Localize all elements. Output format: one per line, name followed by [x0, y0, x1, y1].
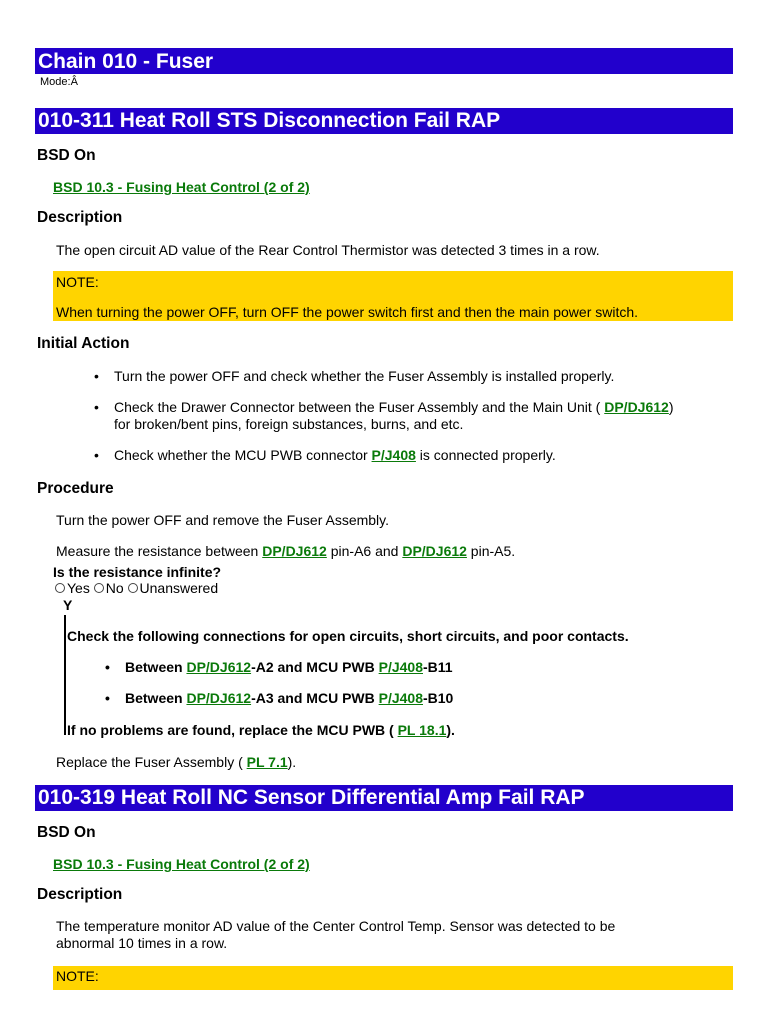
description-text: The temperature monitor AD value of the Center Control Temp. Sensor was detected to be abnormal 10 times in a row.: [56, 918, 616, 951]
check-text: Check the following connections for open circuits, short circuits, and poor contacts.: [67, 628, 629, 644]
procedure-step: Measure the resistance between DP/DJ612 pin-A6 and DP/DJ612 pin-A5.: [56, 543, 516, 559]
unanswered-radio[interactable]: [128, 583, 138, 593]
chain-title: Chain 010 - Fuser: [35, 48, 733, 74]
bullet-dot: •: [94, 368, 99, 384]
dp-dj612-link[interactable]: DP/DJ612: [186, 659, 252, 675]
yes-branch-label: Y: [63, 597, 73, 613]
p-j408-link[interactable]: P/J408: [378, 690, 423, 706]
dp-dj612-link[interactable]: DP/DJ612: [186, 690, 252, 706]
section-title-010-311: 010-311 Heat Roll STS Disconnection Fail RAP: [35, 108, 733, 134]
dp-dj612-link[interactable]: DP/DJ612: [402, 543, 467, 559]
answer-options: [55, 580, 218, 597]
bullet-dot: •: [94, 447, 99, 463]
procedure-heading: Procedure: [37, 480, 114, 497]
yes-label: Yes: [67, 580, 90, 596]
dp-dj612-link[interactable]: DP/DJ612: [262, 543, 327, 559]
note-label: NOTE:: [56, 968, 99, 984]
note-box: [53, 966, 733, 990]
replace-step: Replace the Fuser Assembly ( PL 7.1).: [56, 754, 297, 770]
question-text: Is the resistance infinite?: [53, 564, 222, 580]
unanswered-label: Unanswered: [139, 580, 219, 596]
pl-18-1-link[interactable]: PL 18.1: [397, 722, 447, 738]
bsd-heading: BSD On: [37, 147, 96, 164]
bullet-dot: •: [94, 399, 99, 415]
bsd-line: [53, 179, 310, 196]
yes-radio[interactable]: [55, 583, 65, 593]
note-box: [53, 271, 733, 321]
no-radio[interactable]: [94, 583, 104, 593]
note-text: When turning the power OFF, turn OFF the power switch first and then the main power switch.: [56, 304, 639, 320]
initial-action-item: • Check the Drawer Connector between the Fuser Assembly and the Main Unit ( DP/DJ612) for broken/bent pins, foreign substances, burns, and etc.: [94, 399, 674, 432]
check-item: • Between DP/DJ612-A2 and MCU PWB P/J408-B11: [105, 659, 453, 675]
dp-dj612-link[interactable]: DP/DJ612: [604, 399, 669, 415]
description-text: The open circuit AD value of the Rear Control Thermistor was detected 3 times in a row.: [56, 242, 600, 258]
p-j408-link[interactable]: P/J408: [371, 447, 416, 463]
description-heading: Description: [37, 886, 123, 903]
bsd-heading: BSD On: [37, 824, 96, 841]
initial-action-item: • Check whether the MCU PWB connector P/J408 is connected properly.: [94, 447, 556, 463]
bsd-link[interactable]: BSD 10.3 - Fusing Heat Control (2 of 2): [53, 856, 310, 872]
section-title-010-319: 010-319 Heat Roll NC Sensor Differential Amp Fail RAP: [35, 785, 733, 811]
initial-action-heading: Initial Action: [37, 335, 130, 352]
mode-label: Mode:Â: [40, 76, 78, 88]
initial-action-item: • Turn the power OFF and check whether the Fuser Assembly is installed properly.: [94, 368, 615, 384]
p-j408-link[interactable]: P/J408: [378, 659, 423, 675]
bsd-link[interactable]: BSD 10.3 - Fusing Heat Control (2 of 2): [53, 179, 310, 195]
bsd-line: [53, 856, 310, 873]
final-step: If no problems are found, replace the MCU PWB ( PL 18.1).: [67, 722, 455, 738]
no-label: No: [105, 580, 124, 596]
branch-line: [64, 615, 66, 735]
bullet-dot: •: [105, 659, 110, 675]
pl-7-1-link[interactable]: PL 7.1: [246, 754, 288, 770]
procedure-step: Turn the power OFF and remove the Fuser Assembly.: [56, 512, 390, 528]
note-label: NOTE:: [56, 274, 99, 290]
bullet-dot: •: [105, 690, 110, 706]
check-item: • Between DP/DJ612-A3 and MCU PWB P/J408-B10: [105, 690, 454, 706]
description-heading: Description: [37, 209, 123, 226]
